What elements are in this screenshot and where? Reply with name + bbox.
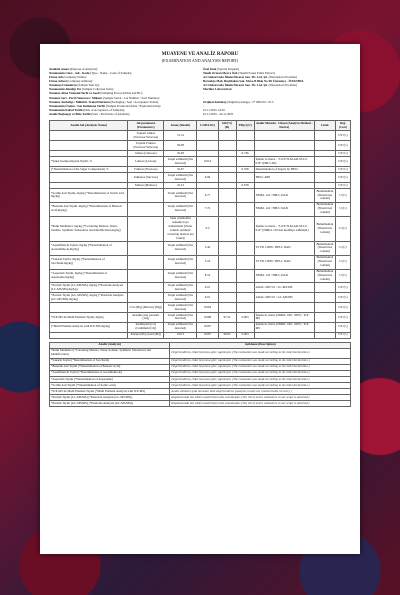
cell-method: İşleme üç metot (NMKL 186 : 2007) / ICP MS	[254, 312, 314, 322]
cell-r	[218, 157, 236, 167]
table-row	[50, 283, 351, 293]
cell-lod: 0.007	[197, 332, 218, 338]
cell-param	[128, 202, 164, 216]
summary-description: Değerlendirme, etiket beyanına göre yapılmıştır. (The evaluation was made according to the label declaration.)	[170, 370, 351, 376]
summary-analysis: *ICP-MS ile Multi Element Tayini (*Multi Element Analysis with ICP-MS)	[50, 389, 170, 395]
report-title: MUAYENE VE ANALİZ RAPORU	[161, 52, 239, 57]
cell-lod: 0.012	[197, 157, 218, 167]
info-values	[203, 67, 351, 117]
cell-method	[254, 141, 314, 151]
cell-r	[218, 303, 236, 313]
cell-method: Determination of Sugars by HPLC	[254, 167, 314, 173]
cell-lod: 3.42	[197, 241, 218, 255]
cell-param	[128, 293, 164, 303]
info-value: (Purpose of Analysis):	[70, 66, 98, 71]
cell-result: Tespit edilmedi (Not detected)	[164, 312, 197, 322]
cell-limit	[314, 332, 335, 338]
info-label: Numuneyi Gönderen	[49, 83, 77, 88]
cell-name	[50, 332, 128, 338]
info-value: (Natureslove Proxima)	[268, 74, 297, 79]
info-value: (Company Name):	[63, 74, 87, 79]
results-body	[50, 131, 351, 339]
cell-result: 51.14	[164, 131, 197, 141]
info-value: 10.11.2025 14:29	[203, 108, 225, 113]
cell-r	[218, 216, 236, 241]
info-value: (Packaging / Seal / Acceptance Status):	[110, 99, 160, 104]
cell-u	[236, 131, 254, 141]
results-table	[49, 120, 351, 338]
info-value: (Date of Acceptance of Samples):	[83, 108, 126, 113]
cell-r	[218, 269, 236, 283]
cell-result: Tespit edilmedi (Not detected)	[164, 202, 197, 216]
cell-name: *Şeker Kompozisyonu Tayini, %	[50, 157, 128, 167]
cell-name: *Benzoik Asit Tayini, mg/kg (*Determination of Benzoic Acid,mg/kg)	[50, 202, 128, 216]
cell-param: Maltoz (Maltose)	[128, 183, 164, 189]
info-label: Taneli Orman Meyve Özü	[203, 70, 238, 75]
table-row	[50, 255, 351, 269]
summary-analysis: *Sorbik Asit Tayini (*Determination of Sorbic acid)	[50, 382, 170, 388]
cell-name	[50, 303, 128, 313]
cell-param: Toplam Fruktoz (Fructose+Glucose)	[128, 141, 164, 151]
cell-r	[218, 293, 236, 303]
cell-r	[218, 202, 236, 216]
summary-header: Açıklama (Description)	[170, 342, 351, 348]
cell-result: Tespit edilmedi (Not detected)	[164, 255, 197, 269]
report-info	[49, 67, 351, 117]
summary-header: Analiz (Analysis)	[50, 342, 170, 348]
summary-analysis: *Pestisit Tayini (GC-MS/MS) (*Pesticide Analysis (GC-MS/MS))	[50, 401, 170, 407]
cell-u	[236, 322, 254, 332]
cell-lod: 0.01	[197, 283, 218, 293]
cell-lod	[197, 131, 218, 141]
cell-con: U (C)	[335, 269, 350, 283]
cell-method: İşleme ve metot - "LOT/TLM-AR-ST-LT-010" (NMKL 130 dan modifiye edilmiştir)	[254, 216, 314, 241]
cell-lod: 0.008	[197, 312, 218, 322]
cell-name: *Aspartam Tayini, mg/kg (*Determination of Aspartame,mg/kg)	[50, 269, 128, 283]
info-value: (Sample Production Date / Expiration Date):	[105, 103, 162, 108]
cell-con: UY (C)	[335, 141, 350, 151]
cell-lod: 7.72	[197, 202, 218, 216]
info-value: (Company Address):	[67, 79, 94, 84]
cell-r	[218, 131, 236, 141]
cell-con: UY (C)	[335, 303, 350, 313]
table-row	[50, 202, 351, 216]
cell-r	[218, 322, 236, 332]
cell-param: Fruktoz (Fructose)	[128, 167, 164, 173]
cell-result: Tespit edilmedi (Not detected)	[164, 293, 197, 303]
cell-name: *Pestisit Tayini (LC-MS/MS), mg/kg (*Pesticide Analysis (LC-MS/MS),mg/kg)	[50, 283, 128, 293]
cell-con: U (C)	[335, 202, 350, 216]
summary-description: Değerlendirme, etiket beyanına göre yapılmıştır. (The evaluation was made according to the label declaration.)	[170, 376, 351, 382]
cell-r	[218, 255, 236, 269]
cell-u	[236, 241, 254, 255]
cell-r	[218, 141, 236, 151]
cell-lod	[197, 141, 218, 151]
cell-con: U (C)	[335, 216, 350, 241]
cell-r	[218, 189, 236, 203]
cell-limit: Bulunmamalı (Should not contain)	[314, 189, 335, 203]
cell-lod: 0.5	[197, 216, 218, 241]
cell-u	[236, 141, 254, 151]
info-value: (Natureslove Proxima)	[268, 83, 297, 88]
cell-con: U (C)	[335, 241, 350, 255]
column-header: LOD/LOQ	[197, 121, 218, 131]
cell-limit: Bulunmamalı (Should not contain)	[314, 216, 335, 241]
info-label: A2 Global Gıda İthalat İhracat San. Tic. Ltd. Şti.	[203, 83, 268, 88]
cell-u	[236, 189, 254, 203]
cell-result: Tespit edilmedi (Not detected)	[164, 241, 197, 255]
cell-method: İşleme üç metot (NMKL 186 : 2007) / ICP MS	[254, 322, 314, 332]
cell-method: TS EN 12856 / HPLC DAD	[254, 241, 314, 255]
info-value: (Type - Name - Code of Sample):	[90, 70, 132, 75]
cell-name	[50, 173, 128, 183]
info-label: Bornabja Mah. Buyükdere Sok. Mavo B Blok No:69 Ümraniye - İSTANBUL	[203, 79, 305, 84]
column-header: Tlb(z) (U)	[236, 121, 254, 131]
cell-method: İşleme ve metot - "LOT/TLM-AR-ST-LT-018" (HPLC-RI)	[254, 157, 314, 167]
info-label: Numune Alma Yöntemi/Tarih ve Saati	[49, 91, 100, 96]
summary-description: Kapsamınızda test edilen analit listesi ekte sunulmuştur. (The list of active substances in our scope is attached.)	[170, 401, 351, 407]
column-header: Analiz Adı (Analysis Name)	[50, 121, 128, 131]
info-row	[49, 113, 197, 117]
table-row	[50, 312, 351, 322]
cell-param: Toplam Glikoz (Fructose+Glucose)	[128, 131, 164, 141]
info-labels	[49, 67, 197, 117]
table-row	[50, 189, 351, 203]
cell-u: 0.678	[236, 183, 254, 189]
cell-lod: 0.06	[197, 173, 218, 183]
cell-name: *ICP-MS ile Multi Element Tayini, mg/kg	[50, 312, 128, 322]
cell-param: Laktoz (Lactose)	[128, 157, 164, 167]
cell-con: U (C)	[335, 255, 350, 269]
cell-r	[218, 241, 236, 255]
cell-u	[236, 269, 254, 283]
cell-lod: 8.16	[197, 269, 218, 283]
cell-name: *Asesülfam-K Tayini, mg/kg (*Determination of Acesulfame-K,mg/kg)	[50, 241, 128, 255]
info-label: Analizin Amacı	[49, 66, 70, 71]
summary-description: Değerlendirme, etiket beyanına göre yapılmıştır. (The evaluation was made according to the label declaration.)	[170, 382, 351, 388]
cell-method: NMKL 124 / HPLC DAD	[254, 202, 314, 216]
summary-analysis: *Aspartam Tayini (*Determination of Aspartame)	[50, 376, 170, 382]
cell-u: 0.003	[236, 312, 254, 322]
info-label: Orijinal Ambalaj	[203, 99, 226, 104]
cell-method	[254, 332, 314, 338]
cell-con: UY (C)	[335, 173, 350, 183]
cell-limit	[314, 131, 335, 141]
cell-result: 25.23	[164, 183, 197, 189]
info-label: Özel İstek	[203, 66, 217, 71]
table-row	[50, 141, 351, 151]
cell-name: *Sorbik Asit Tayini, mg/kg (*Determination of Sorbic acid, mg/kg)	[50, 189, 128, 203]
cell-result: Tespit edilmedi (Not detected)	[164, 322, 197, 332]
cell-method: NMKL 143 / HPLC DAD	[254, 269, 314, 283]
cell-result: Tespit edilmedi (Not detected)	[164, 173, 197, 183]
info-value: 10.11.2025 - 24.11.2025	[203, 112, 234, 117]
cell-result: Tespit edilmedi (Not detected)	[164, 303, 197, 313]
table-row	[50, 322, 351, 332]
info-label: Analiz Başlangıç ve Bitiş Tarihi	[49, 112, 91, 117]
cell-con: UY (C)	[335, 131, 350, 141]
cell-param: Kadmiyum (Cd) (Cadmium (Cd))	[128, 322, 164, 332]
info-label: Numunenin Üretim / Son Kullanma Tarihi	[49, 103, 106, 108]
cell-name: *Sakarin Tayini, mg/kg (*Determination of Saccharin,mg/kg)	[50, 255, 128, 269]
info-label: Numunenin Alındığı Yer	[49, 87, 82, 92]
results-header-row	[50, 121, 351, 131]
cell-u	[236, 157, 254, 167]
cell-param	[128, 283, 164, 293]
cell-param	[128, 241, 164, 255]
cell-con: UY (C)	[335, 322, 350, 332]
cell-result: 25.48	[164, 151, 197, 157]
info-label: Numune Ambalajı / Mühürü / Kabul Durumu	[49, 99, 110, 104]
cell-param: Civa (Hg) (Mercury (Hg))	[128, 303, 164, 313]
info-value: -	[203, 103, 205, 108]
table-row	[50, 293, 351, 303]
cell-limit	[314, 283, 335, 293]
summary-analysis: *Renk Maddeleri (*Colouring Matters, Water-Soluble, Synthetic Substances and Identification)	[50, 348, 170, 358]
summary-analysis: *Sakarin Tayini (*Determination of Saccharin)	[50, 358, 170, 364]
cell-con: U (C)	[335, 189, 350, 203]
info-value: (Sample Sent by):	[77, 83, 100, 88]
summary-description: Değerlendirme, etiket beyanına göre yapılmıştır. (The evaluation was made according to the label declaration.)	[170, 358, 351, 364]
cell-method: TS EN 12856 / HPLC DAD	[254, 255, 314, 269]
info-value: (Sampling Protocol/Date and Hr.):	[100, 91, 143, 96]
cell-u: 0.558	[236, 167, 254, 173]
info-value: (Start - End Dates of Analysis):	[91, 112, 131, 117]
info-label: A2 Global Gıda İthalat İhracat San. Tic. Ltd. Şti.	[203, 74, 268, 79]
cell-lod: 0.007	[197, 322, 218, 332]
cell-u: 0.736	[236, 151, 254, 157]
cell-lod: 0.004	[197, 303, 218, 313]
cell-param	[128, 216, 164, 241]
info-row	[203, 113, 351, 117]
cell-param: Kurşun (Pb) (Lead (Pb))	[128, 332, 164, 338]
info-value: -	[203, 91, 205, 96]
summary-description: Değerlendirme, etiket beyanına göre yapılmıştır. (The evaluation was made according to the label declaration.)	[170, 364, 351, 370]
cell-con: UY (C)	[335, 283, 350, 293]
cell-param	[128, 269, 164, 283]
cell-limit: Bulunmamalı (Should not contain)	[314, 241, 335, 255]
cell-u	[236, 173, 254, 183]
cell-lod: 6.77	[197, 189, 218, 203]
summary-body	[50, 348, 351, 406]
cell-result: 56.08	[164, 141, 197, 151]
column-header: Değ. (Con)	[335, 121, 350, 131]
cell-result: Tespit edilmedi (Not detected)	[164, 269, 197, 283]
table-row	[50, 241, 351, 255]
cell-limit	[314, 141, 335, 151]
cell-name	[50, 141, 128, 151]
table-row	[50, 216, 351, 241]
info-label: Firma Adı	[49, 74, 63, 79]
info-label: Numunenin Cinsi - Adı - Kodu	[49, 70, 90, 75]
cell-param	[128, 255, 164, 269]
cell-param: Sakkaroz (Sucrose)	[128, 173, 164, 183]
table-row	[50, 131, 351, 141]
cell-param	[128, 189, 164, 203]
cell-limit	[314, 157, 335, 167]
cell-con: UY (C)	[335, 312, 350, 322]
cell-u	[236, 283, 254, 293]
cell-con: UY (C)	[335, 167, 350, 173]
cell-u	[236, 202, 254, 216]
cell-lod: 0.01	[197, 293, 218, 303]
cell-r: 99.05	[218, 332, 236, 338]
info-value: (Special Request)	[217, 66, 240, 71]
cell-method: HPLC-RID	[254, 173, 314, 183]
summary-row	[50, 348, 351, 358]
column-header: Limit	[314, 121, 335, 131]
cell-limit	[314, 293, 335, 303]
cell-result: Tespit edilmedi (Not detected)	[164, 189, 197, 203]
cell-name: (*Multi Element Analysis with ICP-MS,mg/kg)	[50, 322, 128, 332]
info-value: (Sample Collected from):	[82, 87, 114, 92]
column-header: Gib(%) (R)	[218, 121, 236, 131]
report-subtitle: (EXAMINATION AND ANALYSIS REPORT)	[161, 58, 239, 64]
cell-limit	[314, 312, 335, 322]
table-row	[50, 173, 351, 183]
cell-param: Glikoz (Glucose)	[128, 151, 164, 157]
cell-method	[254, 131, 314, 141]
info-value: -	[203, 95, 205, 100]
cell-u	[236, 216, 254, 241]
cell-con: UY (C)	[335, 151, 350, 157]
summary-description: Analiz edinizler gıda mevzuatı limit değerlendirme (Analysis results are commercialist recovery.)	[170, 389, 351, 395]
cell-limit	[314, 322, 335, 332]
cell-param: Arsenik (As) (Arsenic (As))	[128, 312, 164, 322]
info-label: Firma Adresi	[49, 79, 67, 84]
cell-result: 32.67	[164, 167, 197, 173]
cell-name: *Renk Maddeleri, mg/kg (*Colouring Matters, Water-Soluble, Synthetic Substances and Identification,mg/kg)	[50, 216, 128, 241]
table-row	[50, 332, 351, 338]
cell-r	[218, 283, 236, 293]
table-row	[50, 157, 351, 167]
column-header: Analiz Metodu - Cihazı (Analysis Method - Device)	[255, 121, 313, 129]
table-row	[50, 303, 351, 313]
info-value: (Sample Serial - Lot Number / Seal Number):	[103, 95, 160, 100]
cell-name: *Pestisit Tayini (GC-MS/MS), mg/kg (*Pesticide Analysis (GC-MS/MS),mg/kg)	[50, 293, 128, 303]
cell-result: Suda çözünebilir sentetik boya bulunamadı (Water soluble synthetic colouring matters not found)	[164, 216, 197, 241]
cell-method: AOAC 2007.01 / LC-MS/MS	[254, 283, 314, 293]
cell-limit: Bulunmamalı (Should not contain)	[314, 255, 335, 269]
cell-con: UY (C)	[335, 293, 350, 303]
cell-r	[218, 173, 236, 183]
cell-limit: Bulunmamalı (Should not contain)	[314, 202, 335, 216]
cell-result: 0.013	[164, 332, 197, 338]
cell-name	[50, 131, 128, 141]
cell-u	[236, 255, 254, 269]
cell-con: UY (C)	[335, 332, 350, 338]
cell-u: 0.003	[236, 332, 254, 338]
report-page	[40, 44, 360, 554]
cell-result: Tespit edilmedi (Not detected)	[164, 157, 197, 167]
cell-limit	[314, 303, 335, 313]
summary-analysis: *Benzoik Asit Tayini (*Determination of Benzoic Acid)	[50, 364, 170, 370]
table-row	[50, 269, 351, 283]
summary-table	[49, 342, 351, 407]
summary-row	[50, 401, 351, 407]
info-label: Numune Seri - Parti Numarası / Miktarı	[49, 95, 103, 100]
summary-analysis: *Asesülfam-K Tayini (*Determination of Acesulfame-K)	[50, 370, 170, 376]
cell-con: UY (C)	[335, 157, 350, 167]
info-label: Mariher Laboratuvar	[203, 87, 232, 92]
cell-limit	[314, 173, 335, 183]
cell-method	[254, 303, 314, 313]
cell-limit: Bulunmamalı (Should not contain)	[314, 269, 335, 283]
cell-r: 97.51	[218, 312, 236, 322]
summary-description: Kapsamınızda test edilen analit listesi ekte sunulmuştur. (The list of active substances in our scope is attached.)	[170, 395, 351, 401]
cell-name: (*Determination of the Sugar Composition) %	[50, 167, 128, 173]
info-value: (Tanelli Forest Fruits Extract)	[238, 70, 275, 75]
info-label: Numunenin Kabul Tarihi	[49, 108, 83, 113]
cell-method: NMKL 124 / HPLC DAD	[254, 189, 314, 203]
cell-u	[236, 303, 254, 313]
column-header: Sonuç (Result)	[164, 121, 197, 131]
column-header: Alt parametre (Parameters)	[128, 121, 164, 131]
cell-lod: 5.16	[197, 255, 218, 269]
cell-result: Tespit edilmedi (Not detected)	[164, 283, 197, 293]
summary-description: Değerlendirme, etiket beyanına göre yapılmıştır. (The evaluation was made according to the label declaration.)	[170, 348, 351, 358]
cell-method: AOAC 2007.01 / GC-MS/MS	[254, 293, 314, 303]
info-value: (Original package) / 2*1000 ml / 25.5	[226, 99, 274, 104]
summary-analysis: *Pestisit Tayini (LC-MS/MS) (*Pesticide Analysis (LC-MS/MS))	[50, 395, 170, 401]
cell-con: UY (C)	[335, 183, 350, 189]
cell-u	[236, 293, 254, 303]
